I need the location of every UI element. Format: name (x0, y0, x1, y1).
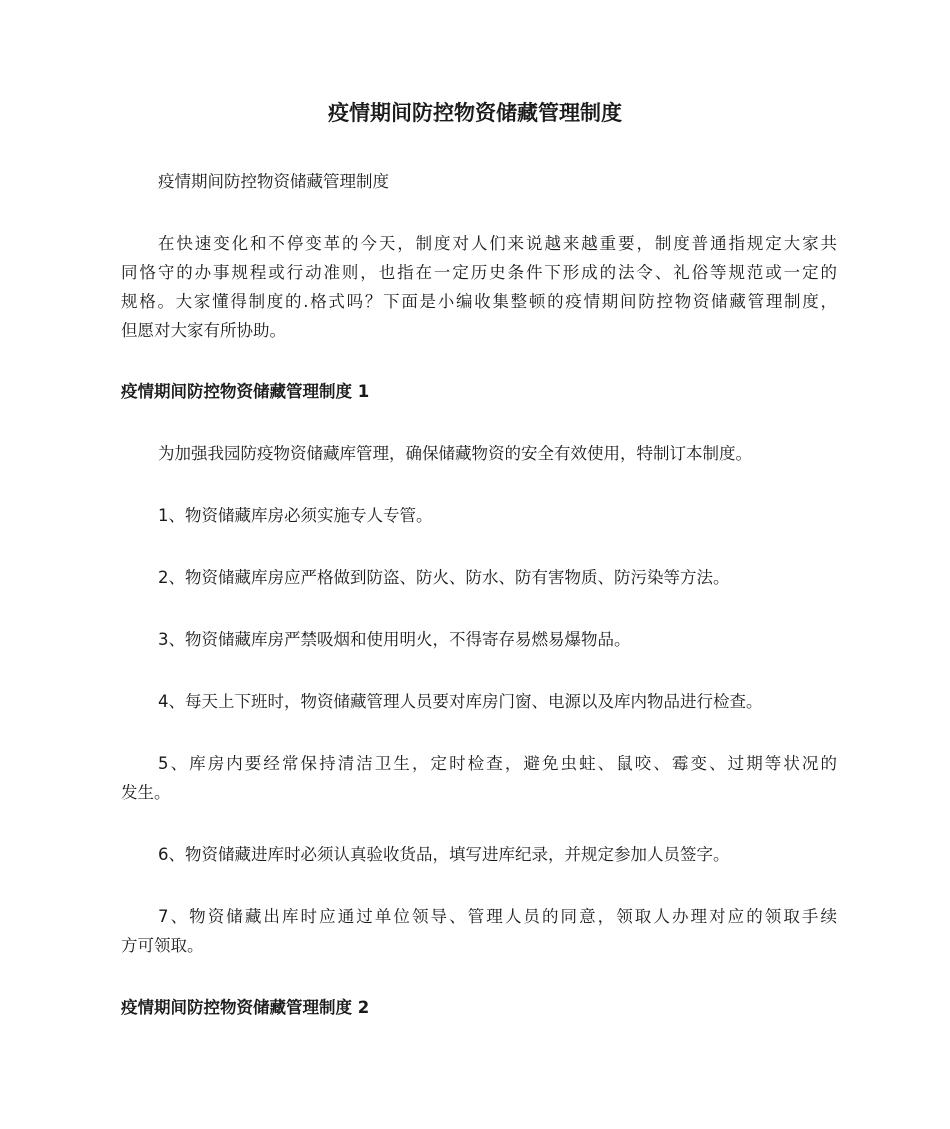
list-item-3: 3、物资储藏库房严禁吸烟和使用明火，不得寄存易燃易爆物品。 (158, 630, 631, 649)
intro-paragraph (121, 229, 837, 345)
intro-line-3: 规格。大家懂得制度的.格式吗？下面是小编收集整顿的疫情期间防控物资储藏管理制度， (121, 292, 837, 311)
intro-line-4: 但愿对大家有所协助。 (121, 321, 286, 340)
list-item-5-line-1: 5、库房内要经常保持清洁卫生，定时检查，避免虫蛀、鼠咬、霉变、过期等状况的 (158, 754, 837, 773)
list-item-4: 4、每天上下班时，物资储藏管理人员要对库房门窗、电源以及库内物品进行检查。 (158, 692, 763, 711)
list-item-1: 1、物资储藏库房必须实施专人专管。 (158, 506, 433, 525)
list-item-5 (121, 749, 837, 807)
list-item-7-line-2: 方可领取。 (121, 936, 204, 955)
document-title: 疫情期间防控物资储藏管理制度 (328, 101, 622, 125)
document-subtitle: 疫情期间防控物资储藏管理制度 (158, 172, 389, 191)
intro-line-1: 在快速变化和不停变革的今天，制度对人们来说越来越重要，制度普通指规定大家共 (158, 234, 837, 253)
list-item-6: 6、物资储藏进库时必须认真验收货品，填写进库纪录，并规定参加人员签字。 (158, 845, 730, 864)
list-item-7 (121, 902, 837, 960)
section-2-heading: 疫情期间防控物资储藏管理制度 2 (121, 998, 370, 1017)
intro-line-2: 同恪守的办事规程或行动准则，也指在一定历史条件下形成的法令、礼俗等规范或一定的 (121, 263, 837, 282)
section-1-heading: 疫情期间防控物资储藏管理制度 1 (121, 382, 370, 401)
list-item-5-line-2: 发生。 (121, 783, 171, 802)
list-item-7-line-1: 7、物资储藏出库时应通过单位领导、管理人员的同意，领取人办理对应的领取手续 (158, 907, 837, 926)
section-1-lead: 为加强我园防疫物资储藏库管理，确保储藏物资的安全有效使用，特制订本制度。 (158, 444, 752, 463)
list-item-2: 2、物资储藏库房应严格做到防盗、防火、防水、防有害物质、防污染等方法。 (158, 568, 730, 587)
